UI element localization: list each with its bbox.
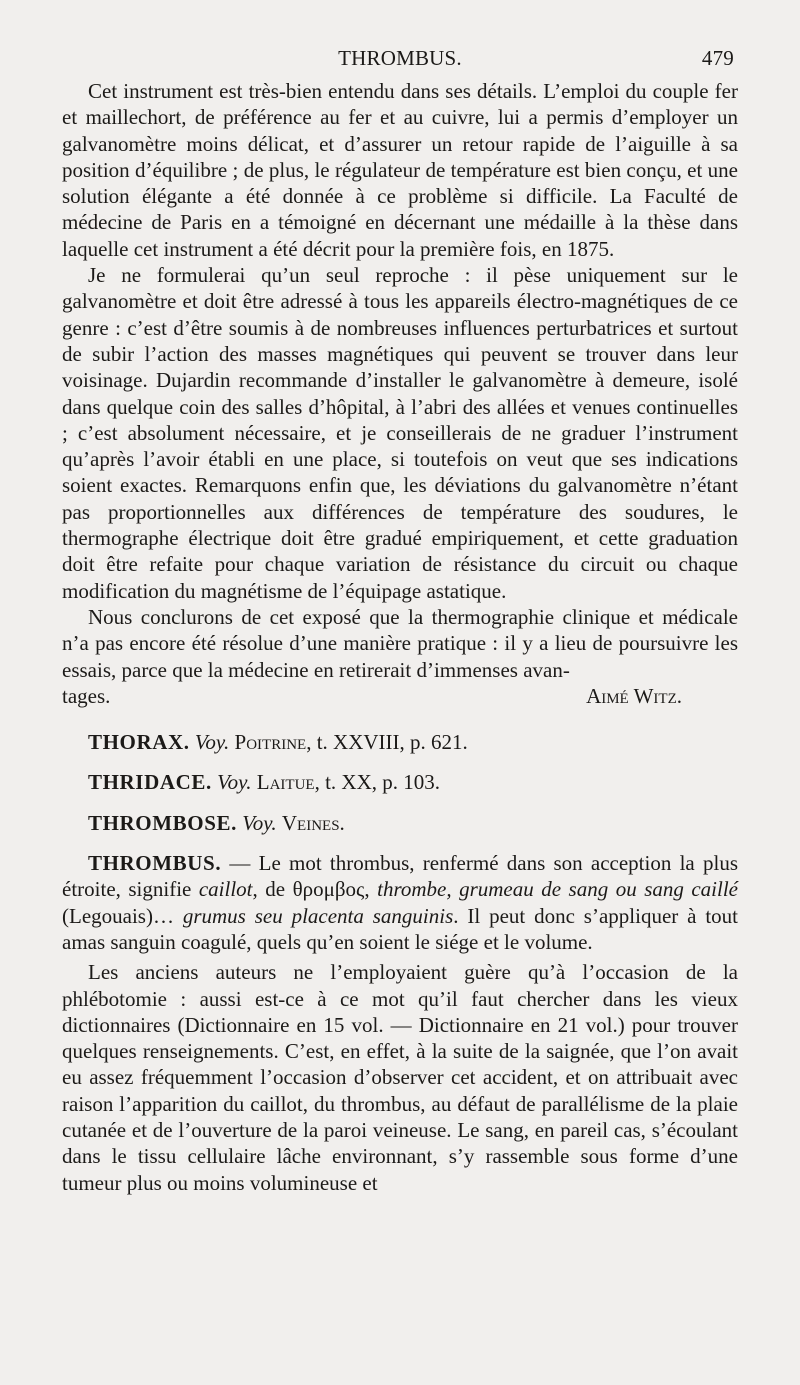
headword-thorax: THORAX. (88, 730, 190, 755)
entry-thorax (62, 729, 738, 755)
dictionary-page (62, 38, 738, 1196)
entry-thridace (62, 769, 738, 795)
voy-label: Voy. (194, 730, 230, 755)
cross-ref-volume: , t. XXVIII, p. 621. (306, 730, 468, 755)
text-run: , de (252, 877, 293, 902)
headword-thrombus: THROMBUS. (88, 851, 222, 876)
cross-ref-volume: , t. XX, p. 103. (314, 770, 441, 795)
page-number: 479 (701, 46, 734, 70)
article-thrombus-history: Les anciens auteurs ne l’employaient guère qu’à l’occasion de la phlébotomie : aussi est-ce à ce mot qu’il faut chercher dans les vieux dictionnaires (Dictionnaire en 15 vol. — Dictionnaire en 21 vol.) pour trouver quelques renseignements. C’est, en effet, à la suite de la saignée, que l’on avait eu assez fréquemment l’occasion d’observer cet accident, et on attribuait avec raison l’apparition du caillot, du thrombus, au défaut de parallélisme de la plaie cutanée et de l’ouverture de la paroi veineuse. Le sang, en pareil cas, s’écoulant dans le tissu cellulaire lâche environnant, s’y rassemble sous forme d’une tumeur plus ou moins volumineuse et (62, 960, 738, 1195)
text-run: . Il peut donc s’appliquer à tout amas sanguin coagulé, quels qu’en soient le siége et le volume. (62, 903, 739, 954)
closing-line (62, 683, 738, 709)
latin-term: grumus seu placenta sanguinis (182, 903, 454, 928)
headword-thrombose: THROMBOSE. (88, 810, 237, 835)
voy-label: Voy. (217, 770, 252, 795)
cross-ref-target[interactable]: Laitue (256, 770, 315, 795)
italic-term: thrombe, grumeau de sang ou sang caillé (377, 877, 738, 902)
greek-term: θρομβος (292, 877, 365, 902)
voy-label: Voy. (242, 810, 277, 835)
headword-thridace: THRIDACE. (88, 770, 212, 795)
cross-ref-target[interactable]: Poitrine (234, 730, 307, 755)
article-thrombus-intro (62, 850, 738, 955)
author-signature: Aimé Witz. (586, 683, 682, 708)
paragraph-conclusion: Nous conclurons de cet exposé que la thermographie clinique et médicale n’a pas encore été résolue d’une manière pratique : il y a lieu de poursuivre les essais, parce que la médecine en retirerait d’immenses avan- (62, 604, 738, 682)
paragraph-instrument: Cet instrument est très-bien entendu dans ses détails. L’emploi du couple fer et maillechort, de préférence au fer et au cuivre, lui a permis d’employer un galvanomètre moins délicat, et d’assurer un retour rapide de l’aiguille à sa position d’équilibre ; de plus, le régulateur de température est bien conçu, et une solution élégante a été donnée à ce problème si difficile. La Faculté de médecine de Paris en a témoigné en décernant une médaille à la thèse dans laquelle cet instrument a été décrit pour la première fois, en 1875. (62, 79, 738, 261)
running-title: THROMBUS. (338, 46, 462, 70)
italic-term: caillot (198, 877, 253, 902)
entry-thrombose (62, 810, 738, 836)
closing-word: tages. (62, 683, 111, 708)
cross-ref-target[interactable]: Veines (281, 810, 340, 835)
running-head (62, 38, 738, 78)
paragraph-reproach: Je ne formulerai qu’un seul reproche : il pèse uniquement sur le galvanomètre et doit être adressé à tous les appareils électro-magnétiques de ce genre : c’est d’être soumis à de nombreuses influences perturbatrices et surtout de subir l’action des masses magnétiques qui peuvent se trouver dans leur voisinage. Dujardin recommande d’installer le galvanomètre à demeure, isolé dans quelque coin des salles d’hôpital, à l’abri des allées et venues continuelles ; c’est absolument nécessaire, et je conseillerais de ne graduer l’instrument qu’après l’avoir établi en une place, si toutefois on veut que ses indications soient exactes. Remarquons enfin que, les déviations du galvanomètre n’étant pas proportionnelles aux différences de température des soudures, le thermographe électrique doit être gradué empiriquement, et cette graduation doit être refaite pour chaque variation de résistance du circuit ou chaque modification du magnétisme de l’équipage astatique. (62, 263, 738, 603)
text-run: — Le mot thrombus, renfermé dans son acception la plus étroite, signifie (62, 851, 738, 902)
text-run: , (364, 877, 378, 902)
text-run: (Legouais)… (62, 903, 183, 928)
cross-ref-volume: . (339, 810, 345, 835)
